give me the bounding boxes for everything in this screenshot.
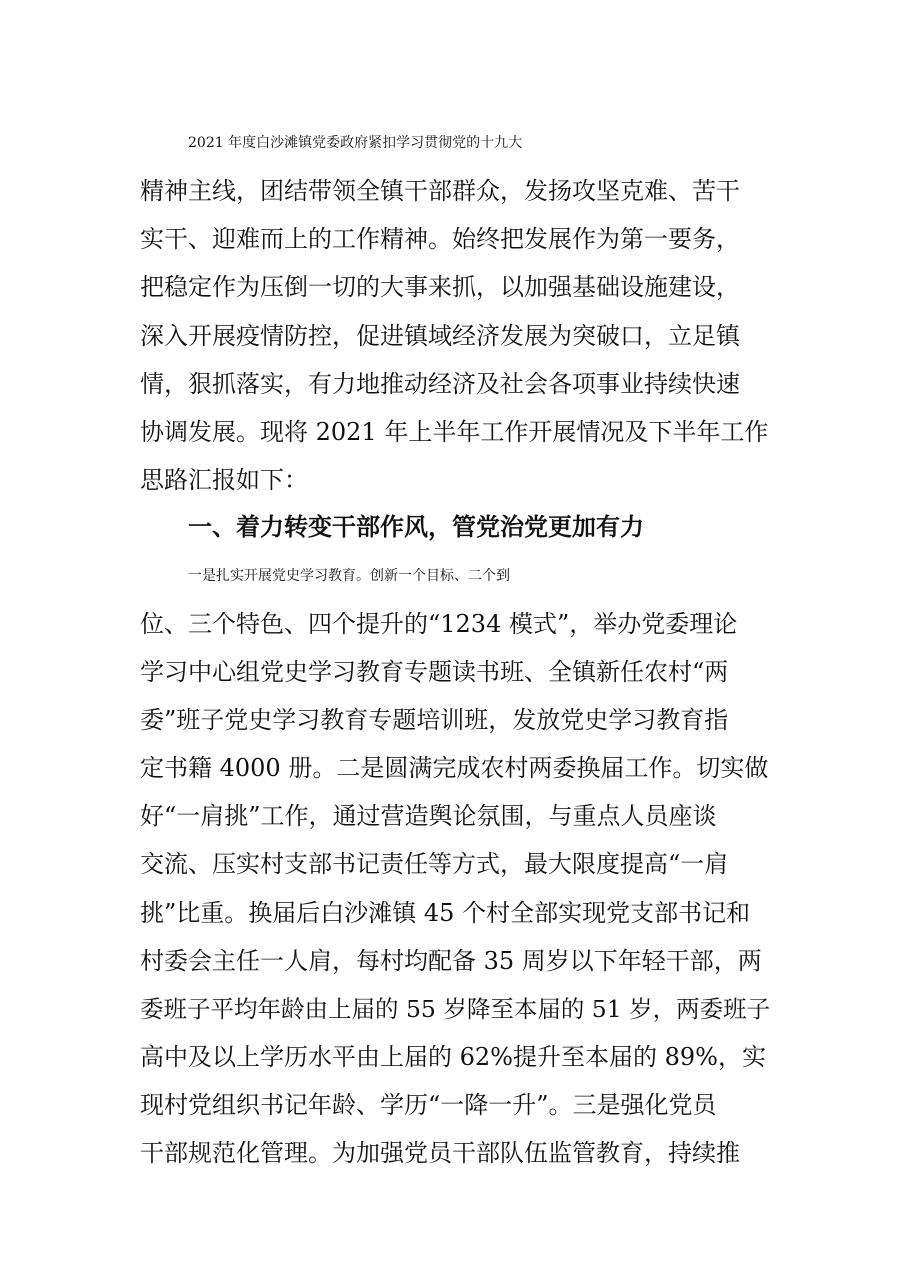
paragraph-line: 挑”比重。换届后白沙滩镇 45 个村全部实现党支部书记和 <box>140 899 751 927</box>
paragraph-line: 好“一肩挑”工作，通过营造舆论氛围，与重点人员座谈 <box>140 802 717 830</box>
paragraph-line: 实干、迎难而上的工作精神。始终把发展作为第一要务， <box>140 225 740 253</box>
paragraph-line: 委”班子党史学习教育专题培训班，发放党史学习教育指 <box>140 706 729 734</box>
paragraph-line: 委班子平均年龄由上届的 55 岁降至本届的 51 岁，两委班子 <box>140 995 771 1023</box>
paragraph-line: 现村党组织书记年龄、学历“一降一升”。三是强化党员 <box>140 1091 717 1119</box>
paragraph-line: 2021 年度白沙滩镇党委政府紧扣学习贯彻党的十九大 <box>188 135 523 151</box>
paragraph-line: 高中及以上学历水平由上届的 62%提升至本届的 89%，实 <box>140 1043 766 1071</box>
paragraph-line: 定书籍 4000 册。二是圆满完成农村两委换届工作。切实做 <box>140 754 769 782</box>
paragraph-line: 协调发展。现将 2021 年上半年工作开展情况及下半年工作 <box>140 418 769 446</box>
paragraph-line: 交流、压实村支部书记责任等方式，最大限度提高“一肩 <box>140 850 729 878</box>
paragraph-line: 深入开展疫情防控，促进镇域经济发展为突破口，立足镇 <box>140 322 740 350</box>
paragraph-line: 思路汇报如下： <box>140 466 308 494</box>
paragraph-line: 位、三个特色、四个提升的“1234 模式”，举办党委理论 <box>140 610 738 638</box>
paragraph-line: 精神主线，团结带领全镇干部群众，发扬攻坚克难、苦干 <box>140 177 740 205</box>
paragraph-line: 把稳定作为压倒一切的大事来抓，以加强基础设施建设， <box>140 273 740 301</box>
paragraph-line: 一是扎实开展党史学习教育。创新一个目标、二个到 <box>188 568 510 584</box>
paragraph-line: 情，狠抓落实，有力地推动经济及社会各项事业持续快速 <box>140 370 740 398</box>
paragraph-line: 干部规范化管理。为加强党员干部队伍监管教育，持续推 <box>140 1139 740 1167</box>
paragraph-line: 学习中心组党史学习教育专题读书班、全镇新任农村“两 <box>140 658 729 686</box>
section-heading: 一、着力转变干部作风，管党治党更加有力 <box>188 513 644 541</box>
paragraph-line: 村委会主任一人肩，每村均配备 35 周岁以下年轻干部，两 <box>140 947 762 975</box>
